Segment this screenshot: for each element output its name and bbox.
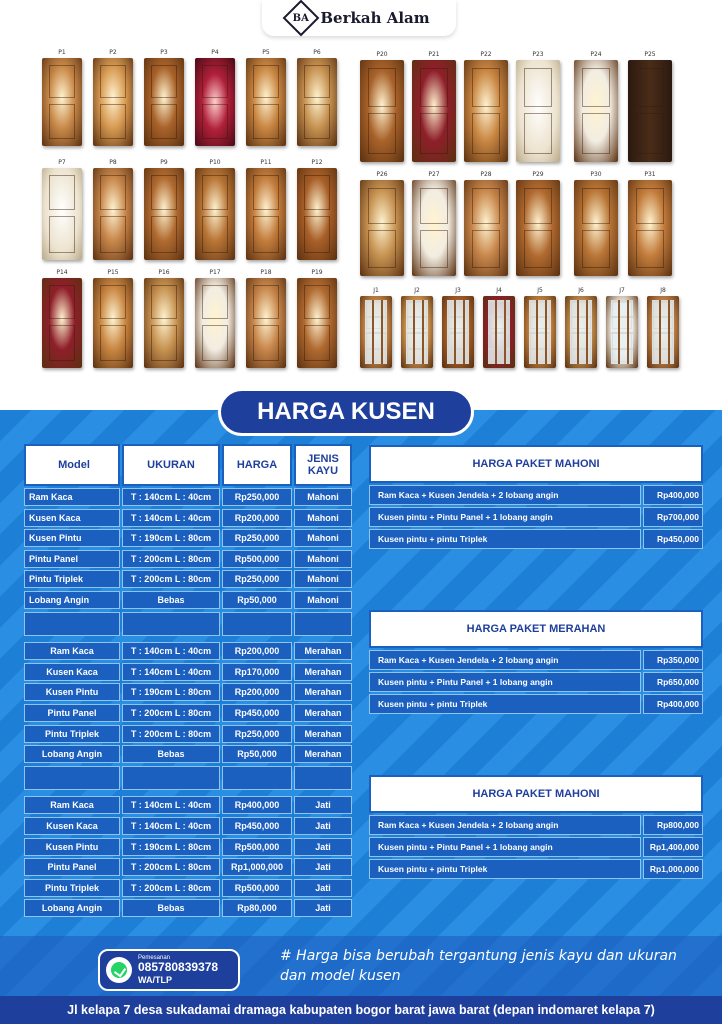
package-row: [369, 529, 703, 549]
header-model: Model: [24, 444, 120, 486]
package-price: Rp800,000: [643, 815, 703, 835]
door-code: J3: [455, 287, 461, 294]
cell-size: T : 200cm L : 80cm: [122, 858, 220, 876]
door-thumbnail: [93, 278, 133, 368]
cell-model: Kusen Kaca: [24, 663, 120, 681]
cell-price: Rp450,000: [222, 704, 292, 722]
door-code: P28: [480, 171, 492, 178]
cell-wood: Mahoni: [294, 570, 352, 588]
door-code: P3: [160, 49, 168, 56]
cell-wood: Jati: [294, 899, 352, 917]
cell-wood: Jati: [294, 796, 352, 814]
door-code: P1: [58, 49, 66, 56]
cell-wood: Mahoni: [294, 591, 352, 609]
door-code: P17: [209, 269, 221, 276]
table-row: [24, 879, 352, 897]
door-thumbnail: [442, 296, 474, 368]
door-code: P27: [428, 171, 440, 178]
package-row: [369, 507, 703, 527]
cell-model: Ram Kaca: [24, 796, 120, 814]
cell-wood: Jati: [294, 858, 352, 876]
package-desc: Kusen pintu + pintu Triplek: [369, 859, 641, 879]
package-desc: Ram Kaca + Kusen Jendela + 2 lobang angin: [369, 650, 641, 670]
door-code: P15: [107, 269, 119, 276]
cell-price: Rp200,000: [222, 683, 292, 701]
cell-price: Rp500,000: [222, 879, 292, 897]
door-thumbnail: [42, 168, 82, 260]
page-title: HARGA KUSEN: [218, 388, 474, 436]
door-thumbnail: [195, 278, 235, 368]
door-code: P30: [590, 171, 602, 178]
cell-size: T : 200cm L : 80cm: [122, 570, 220, 588]
brand-logo-text: BA: [293, 12, 310, 24]
cell-size: T : 200cm L : 80cm: [122, 550, 220, 568]
package-row: [369, 694, 703, 714]
cell-model: Kusen Pintu: [24, 683, 120, 701]
package-row: [369, 485, 703, 505]
table-row: [24, 817, 352, 835]
cell-price: Rp80,000: [222, 899, 292, 917]
cell-model: Lobang Angin: [24, 899, 120, 917]
door-code: P7: [58, 159, 66, 166]
door-code: P24: [590, 51, 602, 58]
door-code: J2: [414, 287, 420, 294]
cell-price: Rp50,000: [222, 745, 292, 763]
table-row: [24, 663, 352, 681]
door-thumbnail: [483, 296, 515, 368]
cell-price: Rp50,000: [222, 591, 292, 609]
package-price: Rp400,000: [643, 694, 703, 714]
door-thumbnail: [647, 296, 679, 368]
door-thumbnail: [606, 296, 638, 368]
door-code: P5: [262, 49, 270, 56]
door-catalog: [0, 36, 722, 416]
cell-size: T : 140cm L : 40cm: [122, 663, 220, 681]
cell-size: T : 140cm L : 40cm: [122, 509, 220, 527]
door-code: P16: [158, 269, 170, 276]
package-price: Rp450,000: [643, 529, 703, 549]
door-code: J5: [537, 287, 543, 294]
cell-model: Pintu Triplek: [24, 879, 120, 897]
package-title: HARGA PAKET MERAHAN: [369, 610, 703, 648]
door-thumbnail: [360, 60, 404, 162]
package-row: [369, 815, 703, 835]
door-thumbnail: [628, 180, 672, 276]
door-thumbnail: [93, 58, 133, 146]
cell-model: Pintu Triplek: [24, 725, 120, 743]
table-row: [24, 899, 352, 917]
door-thumbnail: [516, 180, 560, 276]
cell-wood: Merahan: [294, 642, 352, 660]
door-thumbnail: [360, 180, 404, 276]
cell-wood: Mahoni: [294, 550, 352, 568]
cell-price: Rp400,000: [222, 796, 292, 814]
door-code: P23: [532, 51, 544, 58]
cell-price: Rp170,000: [222, 663, 292, 681]
cell-wood: Jati: [294, 838, 352, 856]
door-code: J7: [619, 287, 625, 294]
door-thumbnail: [144, 58, 184, 146]
cell-price: Rp500,000: [222, 550, 292, 568]
package-price: Rp1,000,000: [643, 859, 703, 879]
cell-wood: Mahoni: [294, 509, 352, 527]
table-row: [24, 488, 352, 506]
door-thumbnail: [297, 58, 337, 146]
cell-size: T : 200cm L : 80cm: [122, 704, 220, 722]
package-desc: Kusen pintu + Pintu Panel + 1 lobang angin: [369, 672, 641, 692]
door-code: J8: [660, 287, 666, 294]
cell-price: Rp250,000: [222, 725, 292, 743]
door-thumbnail: [144, 168, 184, 260]
door-code: P14: [56, 269, 68, 276]
contact-sub: WA/TLP: [138, 974, 172, 985]
package-row: [369, 672, 703, 692]
package-title: HARGA PAKET MAHONI: [369, 775, 703, 813]
door-thumbnail: [401, 296, 433, 368]
door-thumbnail: [246, 58, 286, 146]
cell-model: Kusen Pintu: [24, 529, 120, 547]
cell-size: T : 140cm L : 40cm: [122, 488, 220, 506]
door-code: P20: [376, 51, 388, 58]
cell-size: T : 200cm L : 80cm: [122, 725, 220, 743]
cell-model: Ram Kaca: [24, 642, 120, 660]
door-thumbnail: [516, 60, 560, 162]
table-row: [24, 796, 352, 814]
brand-header: [262, 0, 456, 36]
cell-model: Kusen Kaca: [24, 509, 120, 527]
cell-price: Rp500,000: [222, 838, 292, 856]
cell-model: Pintu Triplek: [24, 570, 120, 588]
table-header-row: [24, 444, 352, 486]
cell-size: T : 140cm L : 40cm: [122, 817, 220, 835]
cell-model: Pintu Panel: [24, 704, 120, 722]
cell-model: Lobang Angin: [24, 745, 120, 763]
package-table: [369, 610, 703, 714]
door-thumbnail: [297, 168, 337, 260]
table-spacer-row: [24, 766, 352, 790]
cell-size: Bebas: [122, 899, 220, 917]
address-bar: Jl kelapa 7 desa sukadamai dramaga kabupaten bogor barat jawa barat (depan indomaret kelapa 7): [0, 996, 722, 1024]
table-row: [24, 838, 352, 856]
door-thumbnail: [464, 60, 508, 162]
cell-size: T : 190cm L : 80cm: [122, 529, 220, 547]
package-desc: Kusen pintu + Pintu Panel + 1 lobang angin: [369, 837, 641, 857]
table-row: [24, 529, 352, 547]
door-code: P21: [428, 51, 440, 58]
door-code: P25: [644, 51, 656, 58]
door-thumbnail: [246, 278, 286, 368]
table-row: [24, 550, 352, 568]
cell-model: Pintu Panel: [24, 550, 120, 568]
package-title: HARGA PAKET MAHONI: [369, 445, 703, 483]
package-table: [369, 775, 703, 879]
cell-wood: Merahan: [294, 745, 352, 763]
cell-price: Rp200,000: [222, 642, 292, 660]
table-row: [24, 570, 352, 588]
door-thumbnail: [144, 278, 184, 368]
door-thumbnail: [412, 60, 456, 162]
cell-price: Rp250,000: [222, 529, 292, 547]
door-thumbnail: [42, 58, 82, 146]
package-desc: Kusen pintu + pintu Triplek: [369, 694, 641, 714]
door-code: P8: [109, 159, 117, 166]
cell-wood: Merahan: [294, 725, 352, 743]
brand-logo-icon: [283, 0, 320, 36]
door-thumbnail: [628, 60, 672, 162]
cell-price: Rp450,000: [222, 817, 292, 835]
cell-size: Bebas: [122, 591, 220, 609]
contact-text: [138, 955, 218, 984]
door-thumbnail: [574, 180, 618, 276]
door-code: P10: [209, 159, 221, 166]
cell-size: T : 140cm L : 40cm: [122, 796, 220, 814]
door-thumbnail: [464, 180, 508, 276]
door-thumbnail: [412, 180, 456, 276]
door-thumbnail: [195, 58, 235, 146]
cell-wood: Mahoni: [294, 488, 352, 506]
cell-price: Rp1,000,000: [222, 858, 292, 876]
door-thumbnail: [195, 168, 235, 260]
door-code: P26: [376, 171, 388, 178]
door-code: J4: [496, 287, 502, 294]
door-thumbnail: [524, 296, 556, 368]
door-code: P6: [313, 49, 321, 56]
cell-price: Rp200,000: [222, 509, 292, 527]
package-row: [369, 650, 703, 670]
cell-model: Kusen Kaca: [24, 817, 120, 835]
door-code: P19: [311, 269, 323, 276]
door-code: P18: [260, 269, 272, 276]
cell-wood: Merahan: [294, 663, 352, 681]
package-desc: Kusen pintu + pintu Triplek: [369, 529, 641, 549]
door-code: P2: [109, 49, 117, 56]
table-row: [24, 858, 352, 876]
package-price: Rp1,400,000: [643, 837, 703, 857]
door-code: P4: [211, 49, 219, 56]
package-row: [369, 859, 703, 879]
cell-model: Ram Kaca: [24, 488, 120, 506]
contact-label: Pemesanan: [138, 955, 171, 962]
table-row: [24, 683, 352, 701]
door-thumbnail: [93, 168, 133, 260]
door-code: P12: [311, 159, 323, 166]
door-thumbnail: [42, 278, 82, 368]
door-code: P11: [260, 159, 272, 166]
door-thumbnail: [565, 296, 597, 368]
cell-wood: Jati: [294, 879, 352, 897]
header-price: HARGA: [222, 444, 292, 486]
door-code: P31: [644, 171, 656, 178]
cell-size: Bebas: [122, 745, 220, 763]
package-price: Rp650,000: [643, 672, 703, 692]
header-wood: JENIS KAYU: [294, 444, 352, 486]
package-desc: Ram Kaca + Kusen Jendela + 2 lobang angin: [369, 815, 641, 835]
table-row: [24, 745, 352, 763]
door-code: P22: [480, 51, 492, 58]
package-table: [369, 445, 703, 549]
table-row: [24, 591, 352, 609]
door-thumbnail: [360, 296, 392, 368]
cell-model: Pintu Panel: [24, 858, 120, 876]
package-price: Rp700,000: [643, 507, 703, 527]
cell-price: Rp250,000: [222, 570, 292, 588]
price-note: # Harga bisa berubah tergantung jenis kayu dan ukuran dan model kusen: [280, 948, 677, 985]
cell-price: Rp250,000: [222, 488, 292, 506]
table-row: [24, 704, 352, 722]
door-code: P9: [160, 159, 168, 166]
cell-size: T : 200cm L : 80cm: [122, 879, 220, 897]
brand-name: Berkah Alam: [320, 9, 430, 27]
cell-wood: Jati: [294, 817, 352, 835]
cell-size: T : 140cm L : 40cm: [122, 642, 220, 660]
package-row: [369, 837, 703, 857]
package-desc: Ram Kaca + Kusen Jendela + 2 lobang angin: [369, 485, 641, 505]
cell-wood: Merahan: [294, 683, 352, 701]
contact-phone: 085780839378: [138, 960, 219, 975]
cell-model: Lobang Angin: [24, 591, 120, 609]
door-thumbnail: [246, 168, 286, 260]
door-thumbnail: [574, 60, 618, 162]
cell-wood: Merahan: [294, 704, 352, 722]
cell-size: T : 190cm L : 80cm: [122, 838, 220, 856]
cell-wood: Mahoni: [294, 529, 352, 547]
header-size: UKURAN: [122, 444, 220, 486]
table-spacer-row: [24, 612, 352, 636]
whatsapp-icon: [106, 957, 132, 983]
cell-size: T : 190cm L : 80cm: [122, 683, 220, 701]
table-row: [24, 509, 352, 527]
package-price: Rp350,000: [643, 650, 703, 670]
door-code: J1: [373, 287, 379, 294]
package-desc: Kusen pintu + Pintu Panel + 1 lobang angin: [369, 507, 641, 527]
package-price: Rp400,000: [643, 485, 703, 505]
contact-badge[interactable]: [98, 949, 240, 991]
table-row: [24, 725, 352, 743]
cell-model: Kusen Pintu: [24, 838, 120, 856]
door-thumbnail: [297, 278, 337, 368]
table-row: [24, 642, 352, 660]
door-code: P29: [532, 171, 544, 178]
door-code: J6: [578, 287, 584, 294]
